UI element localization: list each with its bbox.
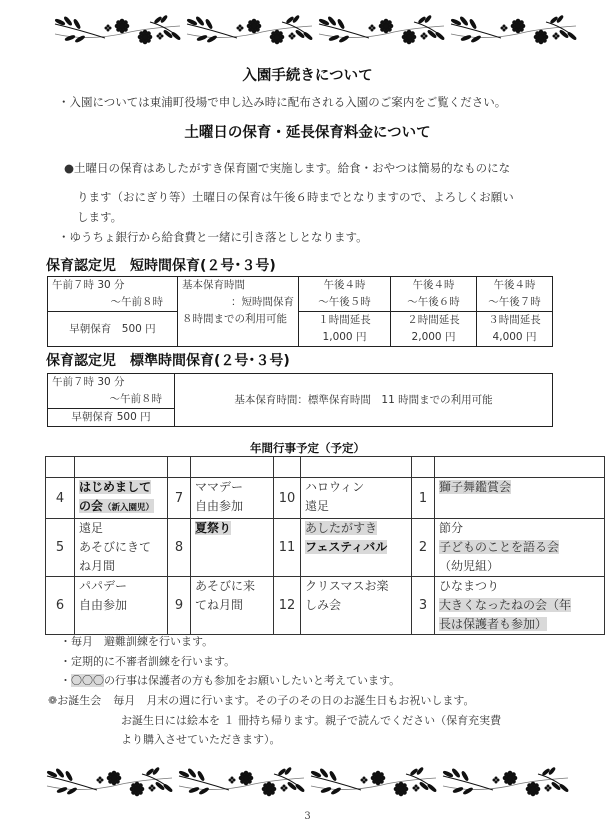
events-title: 年間行事予定（予定）: [250, 441, 365, 455]
ext-fee-2: ２時間延長 2,000 円: [391, 312, 477, 347]
std-early-fee-cell: 早朝保育 500 円: [48, 409, 175, 427]
month-number: 11: [274, 519, 301, 577]
event-cell: 節分 子どものことを語る会 （幼児組）: [435, 519, 605, 577]
event-cell: あそびに来 てね月間: [191, 577, 274, 635]
saturday-line-3: します。: [77, 210, 123, 224]
saturday-line-4: ・ゆうちょ銀行から給食費と一緒に引き落としとなります。: [58, 230, 368, 244]
saturday-line-1: ●土曜日の保育はあしたがすき保育園で実施します。給食・おやつは簡易的なものにな: [64, 161, 511, 175]
ext-time-1: 午後４時 ～午後５時: [299, 277, 391, 312]
enrollment-title: 入園手続きについて: [242, 68, 373, 84]
enrollment-text: ・入園については東浦町役場で申し込み時に配布される入園のご案内をご覧ください。: [58, 95, 507, 109]
event-cell: 夏祭り: [191, 519, 274, 577]
events-row: [46, 577, 605, 635]
month-number: 4: [46, 478, 75, 519]
event-cell: クリスマスお楽 しみ会: [301, 577, 412, 635]
month-number: 3: [412, 577, 435, 635]
ext-time-3: 午後４時 ～午後７時: [477, 277, 553, 312]
month-number: 1: [412, 478, 435, 519]
month-number: 7: [168, 478, 191, 519]
event-cell: ひなまつり 大きくなったねの会（年 長は保護者も参加）: [435, 577, 605, 635]
month-number: 12: [274, 577, 301, 635]
note-evacuation: ・毎月 避難訓練を行います。: [60, 635, 214, 648]
event-cell: ママデー 自由参加: [191, 478, 274, 519]
event-cell: あしたがすき フェスティバル: [301, 519, 412, 577]
standard-care-table: [47, 373, 553, 427]
birthday-line-2: お誕生日には絵本を １ 冊持ち帰ります。親子で読んでください（保育充実費: [121, 714, 502, 727]
events-row: [46, 478, 605, 519]
birthday-line-3: より購入させていただきます）。: [121, 733, 281, 746]
month-number: 5: [46, 519, 75, 577]
birthday-line-1: ❁お誕生会 毎月 月末の週に行います。その子のその日のお誕生日もお祝いします。: [48, 694, 475, 707]
ext-fee-1: １時間延長 1,000 円: [299, 312, 391, 347]
note-parent-participation: ・〇〇〇の行事は保護者の方も参加をお願いしたいと考えています。: [60, 674, 401, 687]
events-table: [45, 456, 605, 635]
event-cell: 遠足 あそびにきて ね月間: [75, 519, 168, 577]
event-cell: はじめまして の会（新入園児）: [75, 478, 168, 519]
standard-care-title: 保育認定児 標準時間保育(２号･３号): [46, 353, 290, 369]
month-number: 2: [412, 519, 435, 577]
saturday-line-2: ります（おにぎり等）土曜日の保育は午後６時までとなりますので、よろしくお願い: [77, 190, 514, 204]
page-number: 3: [304, 811, 311, 822]
note-intruder: ・定期的に不審者訓練を行います。: [60, 655, 236, 668]
early-time-cell: 午前７時 30 分 ～午前８時: [48, 277, 178, 312]
ext-time-2: 午後４時 ～午後６時: [391, 277, 477, 312]
saturday-title: 土曜日の保育・延長保育料金について: [184, 125, 431, 141]
event-cell: 獅子舞鑑賞会: [435, 478, 605, 519]
short-care-title: 保育認定児 短時間保育(２号･３号): [46, 258, 276, 274]
month-number: 8: [168, 519, 191, 577]
ext-fee-3: ３時間延長 4,000 円: [477, 312, 553, 347]
std-basic-cell: 基本保育時間：標準保育時間 11 時間までの利用可能: [175, 374, 553, 427]
event-cell: パパデー 自由参加: [75, 577, 168, 635]
month-number: 6: [46, 577, 75, 635]
early-fee-cell: 早朝保育 500 円: [48, 312, 178, 347]
basic-hours-cell: 基本保育時間 ：短時間保育 ８時間までの利用可能: [178, 277, 299, 347]
floral-border-top-icon: [50, 12, 580, 46]
flower-bullet-icon: ❁: [48, 694, 58, 707]
events-row: [46, 519, 605, 577]
std-early-time-cell: 午前７時 30 分 ～午前８時: [48, 374, 175, 409]
month-number: 10: [274, 478, 301, 519]
event-cell: ハロウィン 遠足: [301, 478, 412, 519]
short-care-table: [47, 276, 553, 347]
floral-border-bottom-icon: [42, 764, 572, 798]
month-number: 9: [168, 577, 191, 635]
